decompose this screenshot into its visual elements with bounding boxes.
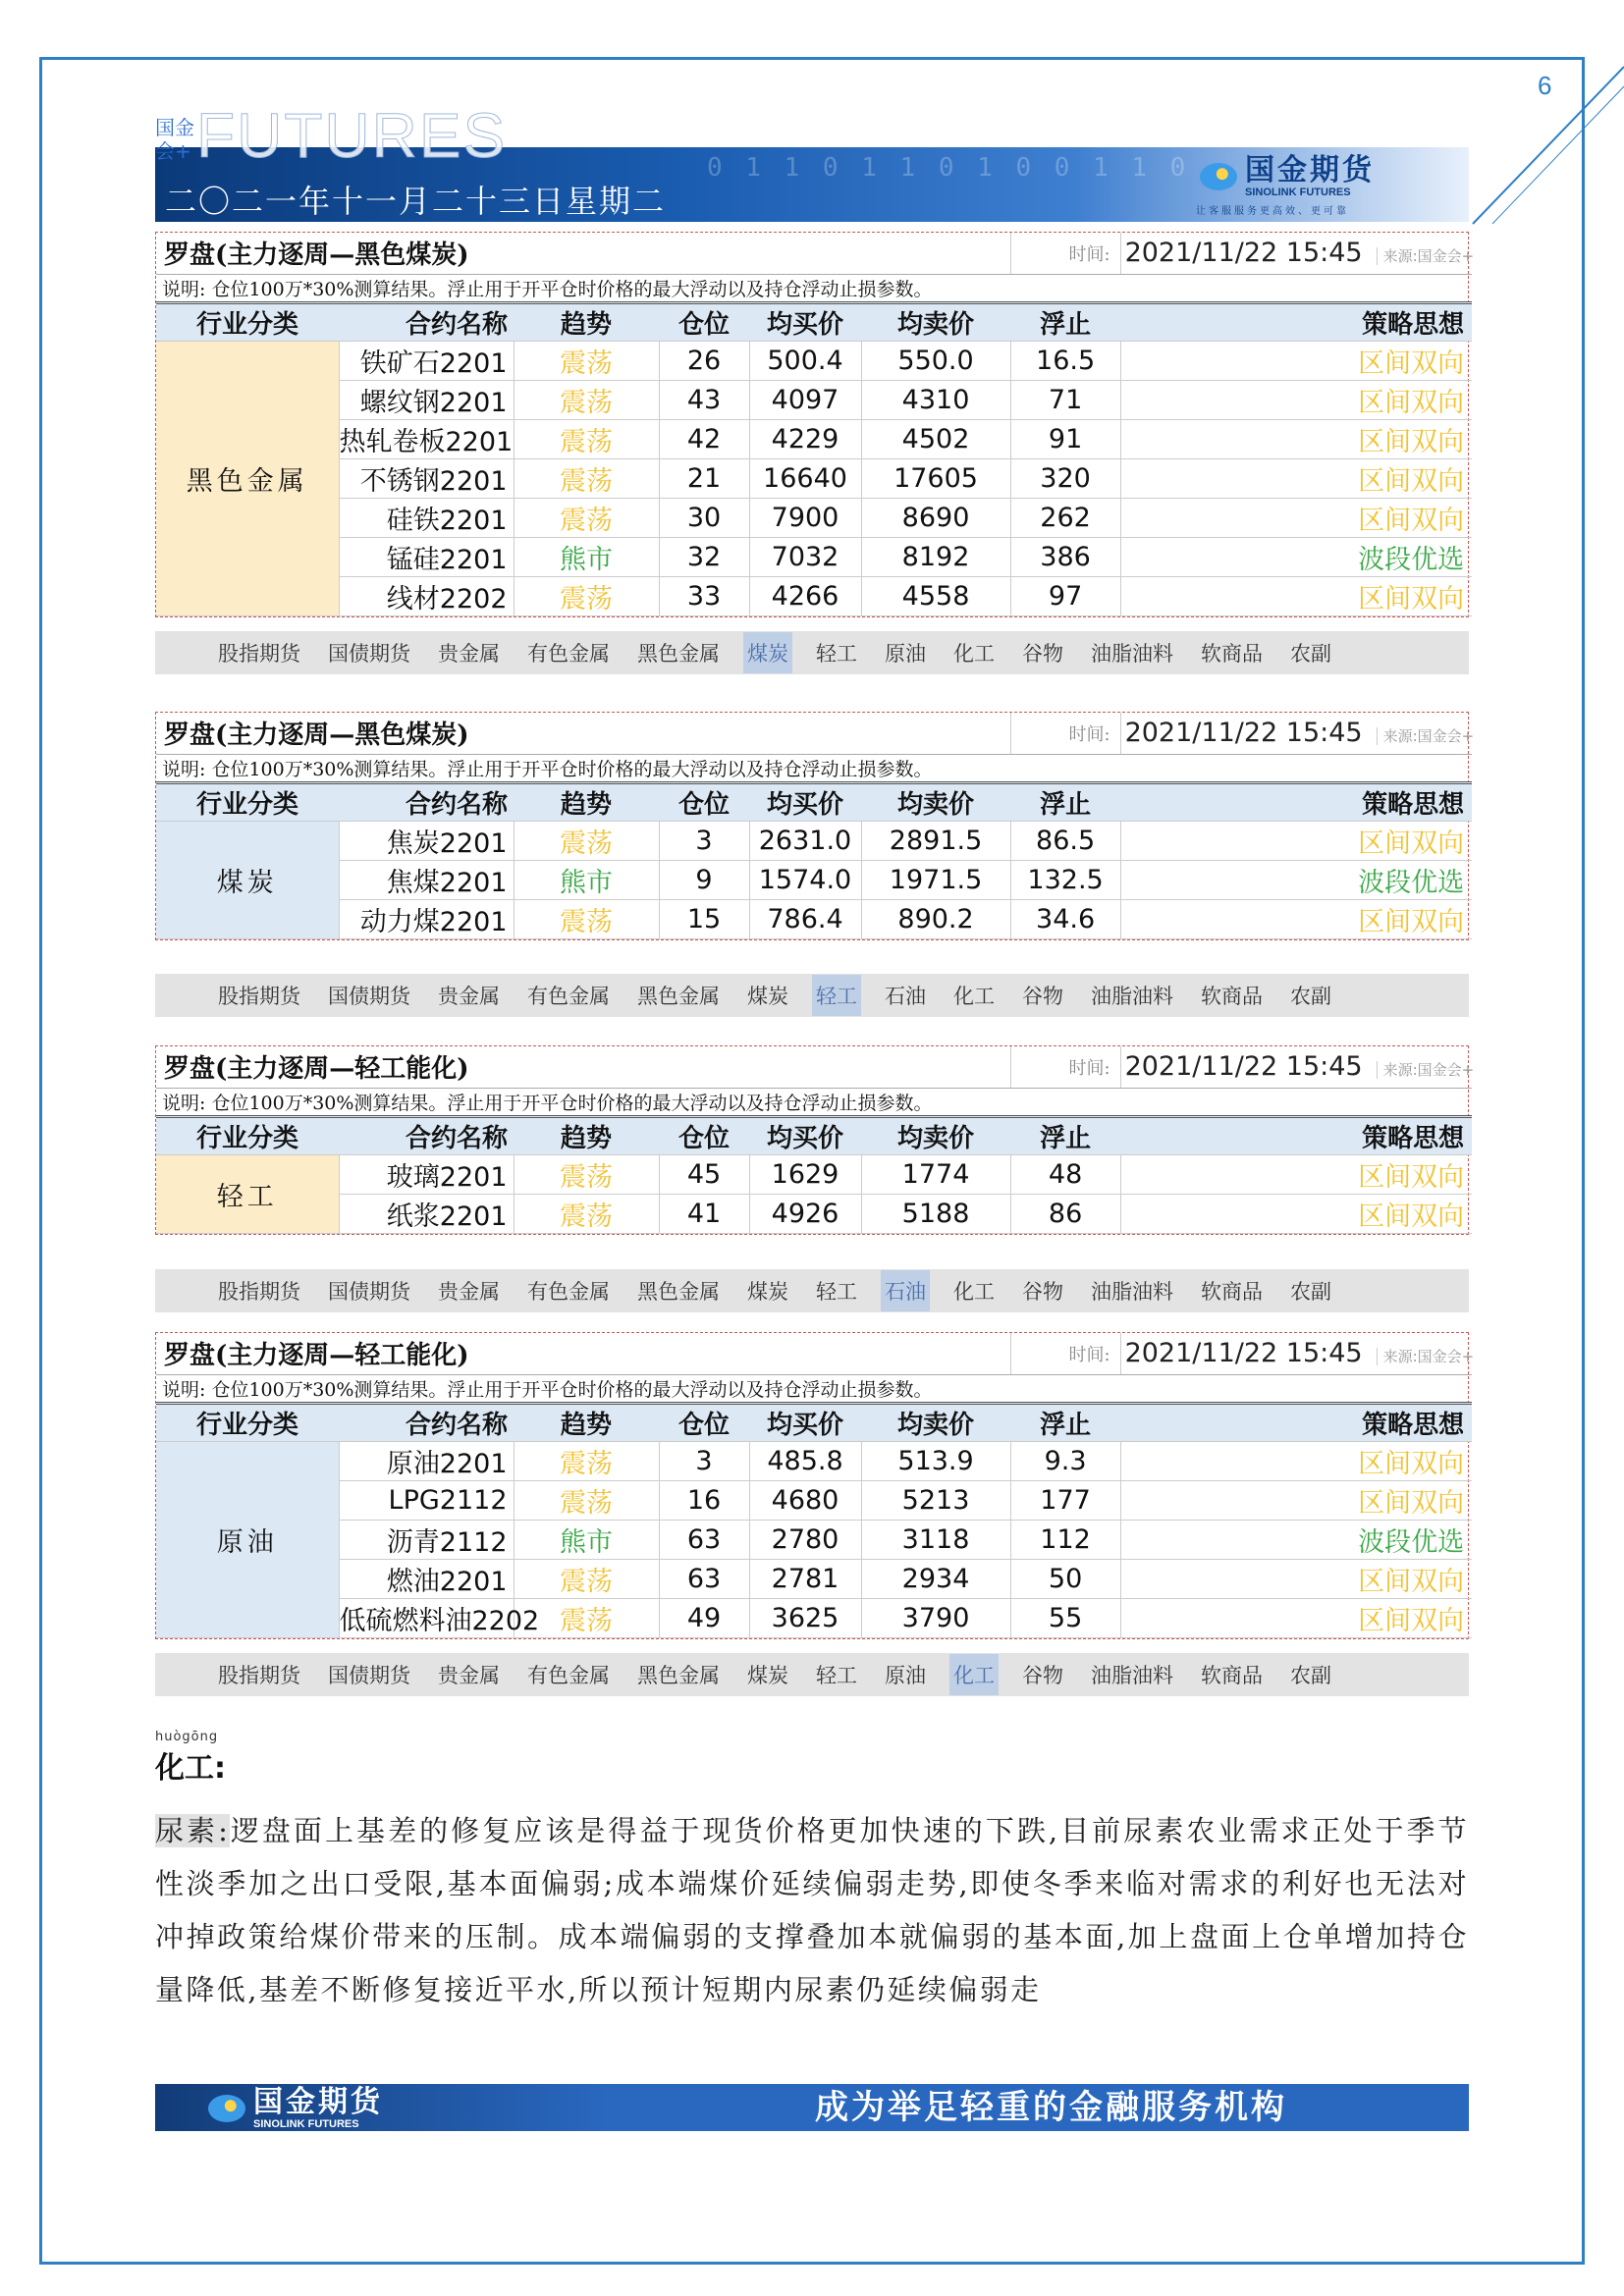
table-title-row — [156, 1046, 1472, 1088]
trend-cell: 震荡 — [514, 1154, 659, 1194]
table-title-row — [156, 713, 1472, 754]
nav-tab[interactable]: 农副 — [1290, 985, 1331, 1008]
strategy-cell: 区间双向 — [1120, 419, 1472, 458]
column-header-position: 仓位 — [659, 782, 749, 821]
contract-name: 玻璃2201 — [339, 1154, 514, 1194]
column-header-strategy: 策略思想 — [1120, 782, 1472, 821]
position-cell: 3 — [659, 821, 749, 860]
compass-table-block — [155, 712, 1475, 940]
avg-buy-cell: 2631.0 — [749, 821, 861, 860]
nav-tab[interactable]: 化工 — [953, 642, 995, 666]
table-time-value: 2021/11/22 15:45 — [1124, 718, 1363, 749]
contract-name: 低硫燃料油2202 — [339, 1598, 514, 1637]
paragraph-text: 逻盘面上基差的修复应该是得益于现货价格更加快速的下跌,目前尿素农业需求正处于季节性淡季加之出口受限,基本面偏弱;成本端煤价延续偏弱走势,即使冬季来临对需求的利好也无法对冲掉政策给煤价带来的压制。成本端偏弱的支撑叠加本就偏弱的基本面,加上盘面上仓单增加持仓量降低,基差不断修复接近平水,所以预计短期内尿素仍延续偏弱走 — [155, 1814, 1469, 2006]
contract-name: 铁矿石2201 — [339, 341, 514, 380]
stop-cell: 16.5 — [1010, 341, 1120, 380]
table-source: 来源:国金会+ — [1377, 247, 1475, 265]
nav-tab[interactable]: 国债期货 — [328, 985, 410, 1008]
avg-sell-cell: 3790 — [861, 1598, 1010, 1637]
category-nav-bar — [155, 1269, 1469, 1312]
nav-tab[interactable]: 煤炭 — [747, 985, 788, 1008]
table-row — [156, 1154, 1472, 1194]
table-note: 说明: 仓位100万*30%测算结果。浮止用于开平仓时价格的最大浮动以及持仓浮动止损参数。 — [156, 274, 1472, 302]
column-header-position: 仓位 — [659, 1116, 749, 1154]
nav-tab[interactable]: 贵金属 — [438, 1664, 500, 1687]
nav-tab[interactable]: 谷物 — [1022, 985, 1063, 1008]
contract-name: 焦煤2201 — [339, 860, 514, 899]
paragraph-label: 尿素: — [155, 1814, 231, 1847]
position-cell: 45 — [659, 1154, 749, 1194]
logo-en: SINOLINK FUTURES — [1245, 187, 1351, 198]
contract-name: 原油2201 — [339, 1441, 514, 1480]
column-header-trend: 趋势 — [514, 1403, 659, 1441]
column-header-stop: 浮止 — [1010, 1403, 1120, 1441]
table-note-row — [156, 1374, 1472, 1403]
avg-sell-cell: 4558 — [861, 576, 1010, 615]
avg-sell-cell: 2934 — [861, 1559, 1010, 1598]
table-row — [156, 821, 1472, 860]
table-note-row — [156, 274, 1472, 302]
column-header-category: 行业分类 — [156, 782, 339, 821]
footer-logo — [208, 2087, 383, 2130]
table-time — [1120, 1046, 1475, 1088]
page-number: 6 — [1538, 71, 1552, 100]
position-cell: 9 — [659, 860, 749, 899]
nav-tab[interactable]: 油脂油料 — [1091, 1280, 1173, 1304]
table-source: 来源:国金会+ — [1377, 727, 1475, 745]
strategy-cell: 波段优选 — [1120, 1520, 1472, 1559]
table-title: 罗盘(主力逐周—轻工能化) — [156, 1046, 1010, 1088]
nav-tab[interactable]: 化工 — [949, 1654, 999, 1695]
nav-tab[interactable]: 股指期货 — [218, 1664, 300, 1687]
nav-tab[interactable]: 轻工 — [816, 1280, 857, 1304]
header-slogan: 让客服服务更高效、更可靠 — [1196, 206, 1349, 217]
position-cell: 43 — [659, 380, 749, 419]
nav-tab[interactable]: 农副 — [1290, 1280, 1331, 1304]
header-date: 二〇二一年十一月二十三日星期二 — [165, 183, 667, 220]
trend-cell: 震荡 — [514, 1598, 659, 1637]
contract-name: 燃油2201 — [339, 1559, 514, 1598]
position-cell: 15 — [659, 899, 749, 938]
strategy-cell: 区间双向 — [1120, 1480, 1472, 1520]
column-header-trend: 趋势 — [514, 1116, 659, 1154]
table-title: 罗盘(主力逐周—黑色煤炭) — [156, 233, 1010, 274]
table-row — [156, 1520, 1472, 1559]
avg-sell-cell: 4310 — [861, 380, 1010, 419]
table-time — [1120, 233, 1475, 274]
position-cell: 16 — [659, 1480, 749, 1520]
table-title-row — [156, 1333, 1472, 1374]
logo-cn: 国金期货 — [1245, 153, 1375, 187]
footer-slogan: 成为举足轻重的金融服务机构 — [815, 2088, 1287, 2127]
stop-cell: 50 — [1010, 1559, 1120, 1598]
contract-name: 线材2202 — [339, 576, 514, 615]
section-title: 化工: — [155, 1751, 226, 1786]
column-header-category: 行业分类 — [156, 1403, 339, 1441]
column-header-category: 行业分类 — [156, 302, 339, 341]
trend-cell: 震荡 — [514, 1559, 659, 1598]
strategy-cell: 区间双向 — [1120, 498, 1472, 537]
time-label: 时间: — [1010, 233, 1120, 274]
nav-tab[interactable]: 黑色金属 — [637, 1280, 720, 1304]
nav-tab[interactable]: 谷物 — [1022, 642, 1063, 666]
nav-tab[interactable]: 贵金属 — [438, 642, 500, 666]
column-header-stop: 浮止 — [1010, 782, 1120, 821]
nav-tab[interactable]: 有色金属 — [527, 1280, 610, 1304]
strategy-cell: 区间双向 — [1120, 1194, 1472, 1233]
avg-sell-cell: 1971.5 — [861, 860, 1010, 899]
section-ruby: huògōng — [155, 1730, 219, 1744]
strategy-cell: 区间双向 — [1120, 899, 1472, 938]
table-row — [156, 1441, 1472, 1480]
nav-tab[interactable]: 国债期货 — [328, 642, 410, 666]
strategy-cell: 区间双向 — [1120, 576, 1472, 615]
compass-table — [156, 1046, 1475, 1234]
column-header-strategy: 策略思想 — [1120, 1116, 1472, 1154]
nav-tab[interactable]: 油脂油料 — [1091, 985, 1173, 1008]
strategy-cell: 区间双向 — [1120, 1441, 1472, 1480]
stop-cell: 386 — [1010, 537, 1120, 576]
position-cell: 63 — [659, 1559, 749, 1598]
table-row — [156, 498, 1472, 537]
nav-tab[interactable]: 油脂油料 — [1091, 1664, 1173, 1687]
nav-tab[interactable]: 贵金属 — [438, 985, 500, 1008]
nav-tab[interactable]: 软商品 — [1201, 1280, 1263, 1304]
stop-cell: 9.3 — [1010, 1441, 1120, 1480]
strategy-cell: 区间双向 — [1120, 1559, 1472, 1598]
column-header-avg-sell: 均卖价 — [861, 782, 1010, 821]
time-label: 时间: — [1010, 713, 1120, 754]
trend-cell: 震荡 — [514, 380, 659, 419]
column-header-trend: 趋势 — [514, 782, 659, 821]
table-row — [156, 537, 1472, 576]
avg-buy-cell: 4926 — [749, 1194, 861, 1233]
nav-tab[interactable]: 谷物 — [1022, 1280, 1063, 1304]
trend-cell: 震荡 — [514, 1194, 659, 1233]
contract-name: LPG2112 — [339, 1480, 514, 1520]
stop-cell: 86.5 — [1010, 821, 1120, 860]
nav-tab[interactable]: 黑色金属 — [637, 642, 720, 666]
contract-name: 焦炭2201 — [339, 821, 514, 860]
position-cell: 32 — [659, 537, 749, 576]
trend-cell: 震荡 — [514, 576, 659, 615]
nav-tab[interactable]: 农副 — [1290, 1664, 1331, 1687]
table-row — [156, 576, 1472, 615]
nav-tab[interactable]: 煤炭 — [743, 632, 792, 673]
nav-tab[interactable]: 有色金属 — [527, 1664, 610, 1687]
column-header-name: 合约名称 — [339, 302, 514, 341]
nav-tab[interactable]: 软商品 — [1201, 985, 1263, 1008]
avg-buy-cell: 7900 — [749, 498, 861, 537]
column-header-avg-buy: 均买价 — [749, 1116, 861, 1154]
header-binary-digits: 0 1 1 0 1 1 0 1 0 0 1 1 0 — [707, 153, 1190, 183]
nav-tab[interactable]: 有色金属 — [527, 985, 610, 1008]
category-nav-bar — [155, 1653, 1469, 1696]
table-time — [1120, 713, 1475, 754]
stop-cell: 55 — [1010, 1598, 1120, 1637]
strategy-cell: 区间双向 — [1120, 1154, 1472, 1194]
column-header-category: 行业分类 — [156, 1116, 339, 1154]
section-paragraph — [155, 1804, 1469, 2016]
avg-sell-cell: 8192 — [861, 537, 1010, 576]
contract-name: 动力煤2201 — [339, 899, 514, 938]
table-row — [156, 1559, 1472, 1598]
table-title: 罗盘(主力逐周—轻工能化) — [156, 1333, 1010, 1374]
table-note-row — [156, 1088, 1472, 1116]
table-row — [156, 341, 1472, 380]
category-nav-bar — [155, 631, 1469, 674]
nav-tab[interactable]: 化工 — [953, 1280, 995, 1304]
table-row — [156, 1194, 1472, 1233]
column-header-strategy: 策略思想 — [1120, 1403, 1472, 1441]
table-row — [156, 1480, 1472, 1520]
compass-table — [156, 233, 1475, 616]
avg-sell-cell: 17605 — [861, 458, 1010, 498]
column-header-avg-buy: 均买价 — [749, 782, 861, 821]
brand-small-line-2: 会+ — [155, 139, 191, 163]
nav-tab[interactable]: 煤炭 — [747, 1664, 788, 1687]
table-note: 说明: 仓位100万*30%测算结果。浮止用于开平仓时价格的最大浮动以及持仓浮动止损参数。 — [156, 1374, 1472, 1403]
strategy-cell: 波段优选 — [1120, 537, 1472, 576]
avg-sell-cell: 5213 — [861, 1480, 1010, 1520]
table-source: 来源:国金会+ — [1377, 1061, 1475, 1079]
nav-tab[interactable]: 有色金属 — [527, 642, 610, 666]
column-header-avg-sell: 均卖价 — [861, 302, 1010, 341]
corner-decoration — [1453, 57, 1624, 224]
compass-table-block — [155, 1332, 1475, 1639]
category-cell: 原油 — [156, 1441, 339, 1637]
stop-cell: 91 — [1010, 419, 1120, 458]
table-note: 说明: 仓位100万*30%测算结果。浮止用于开平仓时价格的最大浮动以及持仓浮动止损参数。 — [156, 754, 1472, 782]
avg-buy-cell: 786.4 — [749, 899, 861, 938]
nav-tab[interactable]: 煤炭 — [747, 1280, 788, 1304]
trend-cell: 熊市 — [514, 860, 659, 899]
strategy-cell: 区间双向 — [1120, 341, 1472, 380]
category-cell: 轻工 — [156, 1154, 339, 1233]
logo-globe-icon — [1200, 163, 1237, 190]
footer-globe-icon — [208, 2095, 245, 2122]
nav-tab[interactable]: 国债期货 — [328, 1280, 410, 1304]
table-time-value: 2021/11/22 15:45 — [1124, 238, 1363, 269]
stop-cell: 48 — [1010, 1154, 1120, 1194]
nav-tab[interactable]: 轻工 — [812, 975, 861, 1016]
position-cell: 41 — [659, 1194, 749, 1233]
avg-sell-cell: 8690 — [861, 498, 1010, 537]
avg-sell-cell: 513.9 — [861, 1441, 1010, 1480]
table-time — [1120, 1333, 1475, 1374]
nav-tab[interactable]: 农副 — [1290, 642, 1331, 666]
table-time-value: 2021/11/22 15:45 — [1124, 1051, 1363, 1083]
stop-cell: 262 — [1010, 498, 1120, 537]
column-header-position: 仓位 — [659, 1403, 749, 1441]
table-header-row — [156, 1403, 1472, 1441]
avg-sell-cell: 1774 — [861, 1154, 1010, 1194]
trend-cell: 震荡 — [514, 458, 659, 498]
stop-cell: 86 — [1010, 1194, 1120, 1233]
avg-buy-cell: 4097 — [749, 380, 861, 419]
compass-table — [156, 1333, 1475, 1638]
contract-name: 热轧卷板2201 — [339, 419, 514, 458]
column-header-name: 合约名称 — [339, 1116, 514, 1154]
column-header-strategy: 策略思想 — [1120, 302, 1472, 341]
contract-name: 不锈钢2201 — [339, 458, 514, 498]
nav-tab[interactable]: 软商品 — [1201, 1664, 1263, 1687]
table-time-value: 2021/11/22 15:45 — [1124, 1338, 1363, 1369]
position-cell: 63 — [659, 1520, 749, 1559]
nav-tab[interactable]: 软商品 — [1201, 642, 1263, 666]
position-cell: 21 — [659, 458, 749, 498]
compass-table-block — [155, 1045, 1475, 1235]
trend-cell: 熊市 — [514, 537, 659, 576]
nav-tab[interactable]: 国债期货 — [328, 1664, 410, 1687]
stop-cell: 34.6 — [1010, 899, 1120, 938]
trend-cell: 震荡 — [514, 419, 659, 458]
avg-sell-cell: 5188 — [861, 1194, 1010, 1233]
table-row — [156, 1598, 1472, 1637]
nav-tab[interactable]: 石油 — [881, 1270, 930, 1311]
trend-cell: 震荡 — [514, 821, 659, 860]
strategy-cell: 区间双向 — [1120, 821, 1472, 860]
column-header-avg-buy: 均买价 — [749, 1403, 861, 1441]
header-futures-wordmark: FUTURES — [196, 100, 508, 171]
time-label: 时间: — [1010, 1046, 1120, 1088]
contract-name: 纸浆2201 — [339, 1194, 514, 1233]
avg-sell-cell: 550.0 — [861, 341, 1010, 380]
position-cell: 42 — [659, 419, 749, 458]
column-header-avg-sell: 均卖价 — [861, 1116, 1010, 1154]
stop-cell: 132.5 — [1010, 860, 1120, 899]
avg-buy-cell: 3625 — [749, 1598, 861, 1637]
table-header-row — [156, 302, 1472, 341]
table-note: 说明: 仓位100万*30%测算结果。浮止用于开平仓时价格的最大浮动以及持仓浮动止损参数。 — [156, 1088, 1472, 1116]
stop-cell: 71 — [1010, 380, 1120, 419]
trend-cell: 震荡 — [514, 1480, 659, 1520]
position-cell: 3 — [659, 1441, 749, 1480]
nav-tab[interactable]: 油脂油料 — [1091, 642, 1173, 666]
avg-buy-cell: 4680 — [749, 1480, 861, 1520]
nav-tab[interactable]: 黑色金属 — [637, 985, 720, 1008]
table-header-row — [156, 1116, 1472, 1154]
position-cell: 33 — [659, 576, 749, 615]
avg-buy-cell: 2780 — [749, 1520, 861, 1559]
column-header-avg-sell: 均卖价 — [861, 1403, 1010, 1441]
avg-sell-cell: 2891.5 — [861, 821, 1010, 860]
trend-cell: 震荡 — [514, 1441, 659, 1480]
header-brand-small — [155, 116, 194, 163]
nav-tab[interactable]: 化工 — [953, 985, 995, 1008]
nav-tab[interactable]: 贵金属 — [438, 1280, 500, 1304]
table-note-row — [156, 754, 1472, 782]
column-header-stop: 浮止 — [1010, 1116, 1120, 1154]
strategy-cell: 波段优选 — [1120, 860, 1472, 899]
compass-table-block — [155, 232, 1475, 617]
contract-name: 沥青2112 — [339, 1520, 514, 1559]
nav-tab[interactable]: 股指期货 — [218, 642, 300, 666]
table-title: 罗盘(主力逐周—黑色煤炭) — [156, 713, 1010, 754]
contract-name: 锰硅2201 — [339, 537, 514, 576]
nav-tab[interactable]: 轻工 — [816, 1664, 857, 1687]
nav-tab[interactable]: 原油 — [885, 1664, 926, 1687]
table-header-row — [156, 782, 1472, 821]
trend-cell: 震荡 — [514, 498, 659, 537]
stop-cell: 177 — [1010, 1480, 1120, 1520]
avg-buy-cell: 7032 — [749, 537, 861, 576]
table-row — [156, 380, 1472, 419]
avg-buy-cell: 4266 — [749, 576, 861, 615]
footer-logo-cn: 国金期货 — [253, 2085, 383, 2119]
strategy-cell: 区间双向 — [1120, 380, 1472, 419]
strategy-cell: 区间双向 — [1120, 458, 1472, 498]
position-cell: 30 — [659, 498, 749, 537]
brand-small-line-1: 国金 — [155, 116, 194, 139]
trend-cell: 震荡 — [514, 899, 659, 938]
nav-tab[interactable]: 黑色金属 — [637, 1664, 720, 1687]
category-cell: 黑色金属 — [156, 341, 339, 615]
table-row — [156, 458, 1472, 498]
avg-buy-cell: 16640 — [749, 458, 861, 498]
avg-buy-cell: 2781 — [749, 1559, 861, 1598]
strategy-cell: 区间双向 — [1120, 1598, 1472, 1637]
position-cell: 26 — [659, 341, 749, 380]
nav-tab[interactable]: 轻工 — [816, 642, 857, 666]
contract-name: 硅铁2201 — [339, 498, 514, 537]
avg-buy-cell: 500.4 — [749, 341, 861, 380]
position-cell: 49 — [659, 1598, 749, 1637]
column-header-stop: 浮止 — [1010, 302, 1120, 341]
footer-logo-en: SINOLINK FUTURES — [253, 2118, 359, 2130]
category-cell: 煤炭 — [156, 821, 339, 938]
stop-cell: 112 — [1010, 1520, 1120, 1559]
contract-name: 螺纹钢2201 — [339, 380, 514, 419]
table-source: 来源:国金会+ — [1377, 1348, 1475, 1365]
avg-sell-cell: 3118 — [861, 1520, 1010, 1559]
stop-cell: 97 — [1010, 576, 1120, 615]
compass-table — [156, 713, 1475, 939]
table-row — [156, 899, 1472, 938]
column-header-position: 仓位 — [659, 302, 749, 341]
trend-cell: 震荡 — [514, 341, 659, 380]
column-header-name: 合约名称 — [339, 782, 514, 821]
table-row — [156, 419, 1472, 458]
nav-tab[interactable]: 股指期货 — [218, 1280, 300, 1304]
avg-buy-cell: 485.8 — [749, 1441, 861, 1480]
avg-buy-cell: 1629 — [749, 1154, 861, 1194]
table-row — [156, 860, 1472, 899]
avg-sell-cell: 890.2 — [861, 899, 1010, 938]
stop-cell: 320 — [1010, 458, 1120, 498]
nav-tab[interactable]: 股指期货 — [218, 985, 300, 1008]
table-title-row — [156, 233, 1472, 274]
column-header-trend: 趋势 — [514, 302, 659, 341]
trend-cell: 熊市 — [514, 1520, 659, 1559]
nav-tab[interactable]: 石油 — [885, 985, 926, 1008]
nav-tab[interactable]: 谷物 — [1022, 1664, 1063, 1687]
avg-buy-cell: 1574.0 — [749, 860, 861, 899]
avg-sell-cell: 4502 — [861, 419, 1010, 458]
avg-buy-cell: 4229 — [749, 419, 861, 458]
category-nav-bar — [155, 974, 1469, 1017]
nav-tab[interactable]: 原油 — [885, 642, 926, 666]
header-logo — [1200, 155, 1375, 198]
time-label: 时间: — [1010, 1333, 1120, 1374]
column-header-name: 合约名称 — [339, 1403, 514, 1441]
column-header-avg-buy: 均买价 — [749, 302, 861, 341]
